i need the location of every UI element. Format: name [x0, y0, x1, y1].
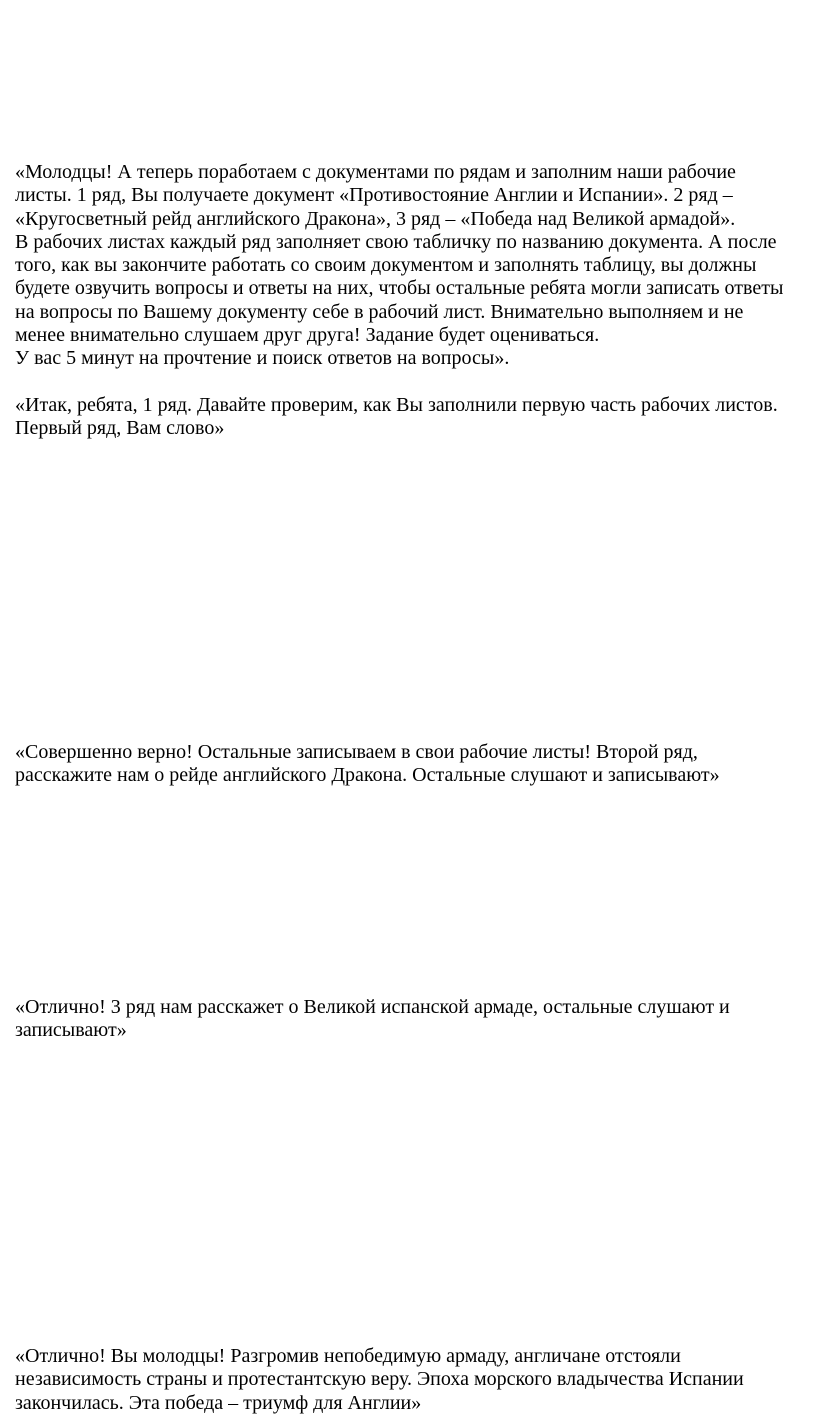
- text-line: «Итак, ребята, 1 ряд. Давайте проверим, как Вы заполнили первую часть рабочих листов.: [15, 393, 778, 416]
- text-line: закончилась. Эта победа – триумф для Англии»: [15, 1391, 422, 1414]
- text-line: будете озвучить вопросы и ответы на них, чтобы остальные ребята могли записать ответы: [15, 277, 784, 300]
- conclusion-paragraph: [15, 1345, 805, 1415]
- blank-line: [15, 371, 805, 394]
- instructions-paragraph: [15, 161, 805, 441]
- text-line: «Молодцы! А теперь поработаем с документами по рядам и заполним наши рабочие: [15, 161, 736, 183]
- text-line: менее внимательно слушаем друг друга! Задание будет оцениваться.: [15, 324, 600, 347]
- text-line: «Отлично! 3 ряд нам расскажет о Великой испанской армаде, остальные слушают и: [15, 996, 730, 1018]
- text-line: листы. 1 ряд, Вы получаете документ «Противостояние Англии и Испании». 2 ряд –: [15, 184, 733, 207]
- text-line: У вас 5 минут на прочтение и поиск ответов на вопросы».: [15, 347, 510, 370]
- text-line: записывают»: [15, 1019, 127, 1042]
- text-line: В рабочих листах каждый ряд заполняет свою табличку по названию документа. А после: [15, 230, 777, 253]
- text-line: Первый ряд, Вам слово»: [15, 417, 225, 440]
- text-line: на вопросы по Вашему документу себе в рабочий лист. Внимательно выполняем и не: [15, 300, 744, 323]
- text-line: «Совершенно верно! Остальные записываем в свои рабочие листы! Второй ряд,: [15, 741, 698, 763]
- text-line: расскажите нам о рейде английского Дракона. Остальные слушают и записывают»: [15, 764, 720, 787]
- text-line: «Отлично! Вы молодцы! Разгромив непобедимую армаду, англичане отстояли: [15, 1345, 681, 1367]
- text-line: «Кругосветный рейд английского Дракона», 3 ряд – «Победа над Великой армадой».: [15, 207, 736, 230]
- text-line: того, как вы закончите работать со своим документом и заполнять таблицу, вы должны: [15, 254, 757, 277]
- text-line: независимость страны и протестантскую веру. Эпоха морского владычества Испании: [15, 1368, 744, 1391]
- second-row-paragraph: [15, 741, 805, 788]
- third-row-paragraph: [15, 996, 805, 1043]
